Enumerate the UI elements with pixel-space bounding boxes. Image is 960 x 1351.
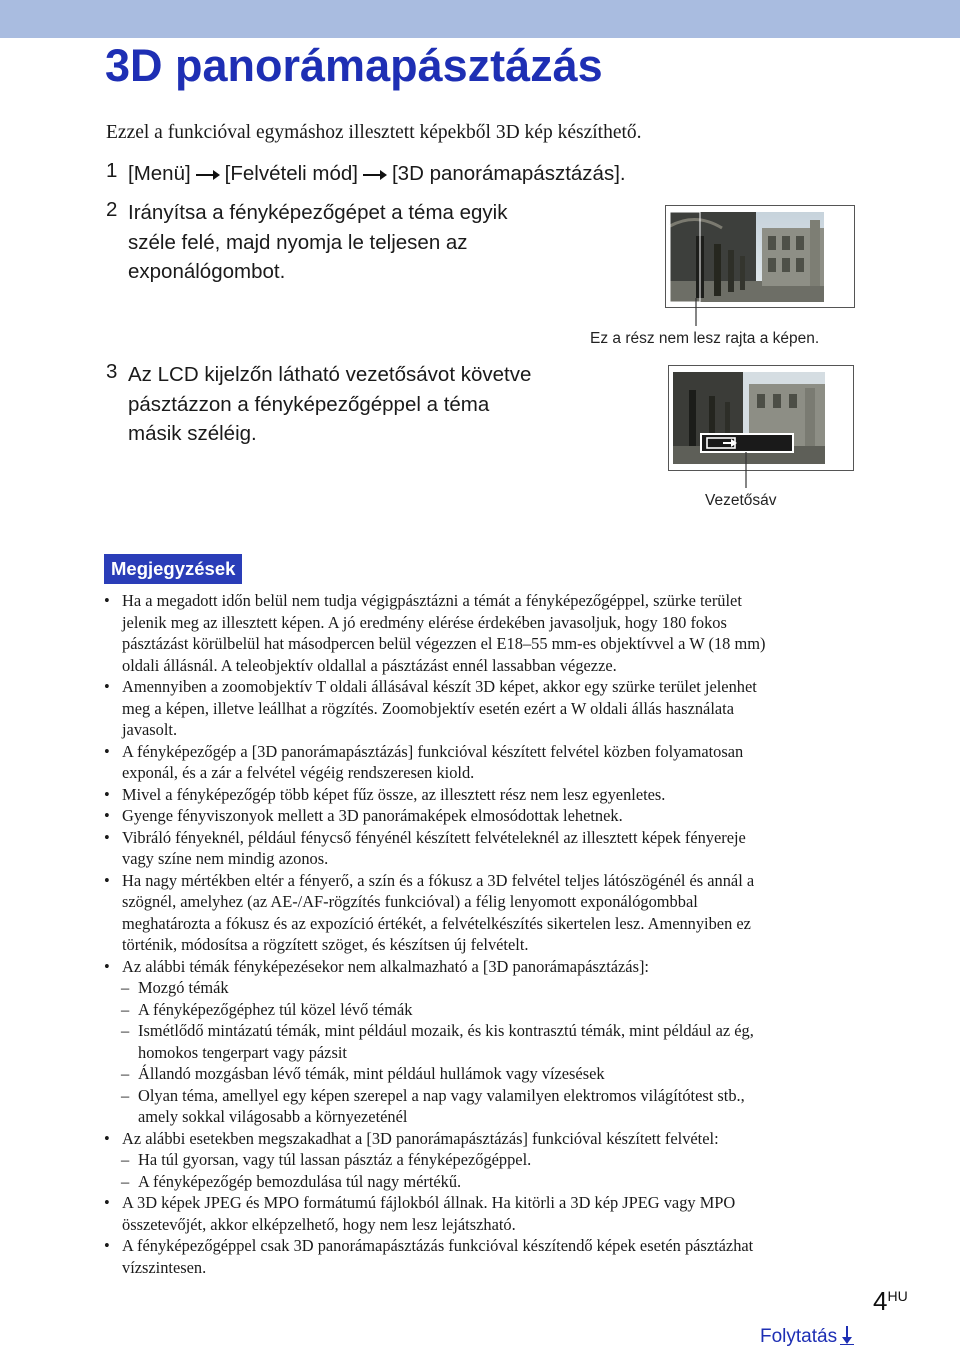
note-line: Ismétlődő mintázatú témák, mint például mozaik, és kis kontrasztú témák, mint például az ég, <box>138 1021 754 1040</box>
bullet-marker: • <box>104 827 110 847</box>
note-line: Állandó mozgásban lévő témák, mint például hullámok vagy vízesések <box>138 1064 605 1083</box>
step-2 <box>106 198 626 290</box>
note-line: javasolt. <box>122 720 178 739</box>
top-band <box>0 0 960 38</box>
notes-list <box>104 590 864 1278</box>
note-line: A fényképezőgép a [3D panorámapásztázás] funkcióval készített felvétel közben folyamatosan <box>122 741 744 761</box>
note-line: összetevőjét, akkor elképzelhető, hogy nem lesz lejátszható. <box>122 1214 516 1234</box>
note-item <box>104 590 864 676</box>
bullet-marker: • <box>104 1193 110 1212</box>
language-code: HU <box>887 1288 908 1304</box>
bullet-marker: • <box>104 677 110 696</box>
note-sub-item <box>104 1063 864 1085</box>
note-line: szögnél, amelyhez (az AE-/AF-rögzítés funkcióval) a félig lenyomott exponálógombbal <box>122 892 698 911</box>
step-3 <box>106 360 626 452</box>
note-line: Olyan téma, amellyel egy képen szerepel a nap vagy valamilyen elektromos világítótest stb., <box>138 1085 745 1105</box>
note-line: Az alábbi esetekben megszakadhat a [3D panorámapásztázás] funkcióval készített felvétel: <box>122 1128 719 1148</box>
note-line: exponál, és a zár a felvétel végéig rendszeresen kiold. <box>122 763 475 782</box>
continue-label: Folytatás <box>760 1326 838 1347</box>
step-line: pásztázzon a fényképezőgéppel a téma <box>128 392 490 416</box>
step-number: 2 <box>106 198 118 221</box>
note-line: amely sokkal világosabb a környezeténél <box>138 1107 408 1126</box>
note-sub-item <box>104 1085 864 1128</box>
framing-photo <box>666 206 854 307</box>
note-sub-item <box>104 999 864 1021</box>
note-sub-item <box>104 1149 864 1171</box>
menu-path-mode: [Felvételi mód] <box>224 162 358 185</box>
page-title: 3D panorámapásztázás <box>105 40 603 91</box>
framing-illustration <box>665 205 855 308</box>
note-line: pásztázást körülbelül hat másodpercen belül végezzen el E18–55 mm-es objektívvel a W (18 mm) <box>122 634 766 653</box>
menu-path-menu: [Menü] <box>128 162 191 185</box>
note-line: vízszintesen. <box>122 1257 207 1277</box>
note-item <box>104 827 864 870</box>
guide-bar-illustration <box>668 365 854 471</box>
bullet-marker: • <box>104 1128 110 1148</box>
note-line: A 3D képek JPEG és MPO formátumú fájlokból állnak. Ha kitörli a 3D kép JPEG vagy MPO <box>122 1193 736 1212</box>
note-line: Az alábbi témák fényképezésekor nem alkalmazható a [3D panorámapásztázás]: <box>122 956 649 976</box>
note-sub-item <box>104 1171 864 1193</box>
note-item <box>104 1192 864 1235</box>
dash-marker: – <box>121 1150 130 1169</box>
step-line: Az LCD kijelzőn látható vezetősávot követve <box>128 363 532 386</box>
step-number: 1 <box>106 159 118 182</box>
note-line: A fényképezőgéppel csak 3D panorámapásztázás funkcióval készítendő képek esetén pásztázhat <box>122 1236 754 1255</box>
continue-link[interactable] <box>760 1325 854 1348</box>
note-item <box>104 805 864 827</box>
note-sub-item <box>104 977 864 999</box>
note-line: A fényképezőgép bemozdulása túl nagy mértékű. <box>138 1171 462 1191</box>
panning-photo <box>669 366 853 470</box>
note-line: Ha túl gyorsan, vagy túl lassan pásztáz a fényképezőgéppel. <box>138 1150 532 1169</box>
step-line: széle felé, majd nyomja le teljesen az <box>128 230 468 254</box>
note-item <box>104 741 864 784</box>
note-line: vagy színe nem mindig azonos. <box>122 849 329 868</box>
note-line: oldali állásnál. A teleobjektív oldallal a pásztázást ennél lassabban végezze. <box>122 655 617 675</box>
note-line: történik, módosítsa a rögzített szöget, és készítsen új felvételt. <box>122 935 529 954</box>
note-line: Ha a megadott időn belül nem tudja végigpásztázni a témát a fényképezőgéppel, szürke terület <box>122 591 742 610</box>
arrow-right-icon <box>195 168 221 182</box>
note-line: A fényképezőgéphez túl közel lévő témák <box>138 999 413 1019</box>
step-line: másik széléig. <box>128 422 257 445</box>
note-sub-item <box>104 1020 864 1063</box>
note-line: Vibráló fényeknél, például fénycső fényénél készített felvételeknél az illesztett képek fényereje <box>122 827 746 847</box>
bullet-marker: • <box>104 806 110 825</box>
step-1 <box>106 159 706 187</box>
intro-text: Ezzel a funkcióval egymáshoz illesztett képekből 3D kép készíthető. <box>106 122 642 143</box>
arrow-down-icon <box>840 1325 854 1345</box>
dash-marker: – <box>121 1021 130 1040</box>
bullet-marker: • <box>104 870 110 890</box>
bullet-marker: • <box>104 741 110 761</box>
dash-marker: – <box>121 1171 130 1191</box>
note-item <box>104 1128 864 1150</box>
dash-marker: – <box>121 978 130 997</box>
bullet-marker: • <box>104 1236 110 1255</box>
note-item <box>104 1235 864 1278</box>
note-line: homokos tengerpart vagy pázsit <box>138 1042 347 1062</box>
figure-caption: Vezetősáv <box>705 492 777 509</box>
dash-marker: – <box>121 1064 130 1083</box>
callout-line <box>744 452 748 488</box>
note-item <box>104 676 864 741</box>
menu-path-panorama: [3D panorámapásztázás]. <box>391 162 626 185</box>
page-number-value: 4 <box>873 1286 888 1316</box>
dash-marker: – <box>121 1085 130 1105</box>
callout-line <box>694 298 698 326</box>
dash-marker: – <box>121 999 130 1019</box>
note-line: Amennyiben a zoomobjektív T oldali állásával készít 3D képet, akkor egy szürke terület jelenhet <box>122 677 757 696</box>
note-line: meghatározta a fókusz és az expozíció értékét, a felvételkészítés sikertelen lesz. Amennyiben ez <box>122 913 751 933</box>
note-item <box>104 784 864 806</box>
notes-header: Megjegyzések <box>104 554 242 584</box>
note-item <box>104 956 864 978</box>
page-number <box>873 1286 908 1317</box>
arrow-right-icon <box>362 168 388 182</box>
bullet-marker: • <box>104 784 110 804</box>
step-line: Irányítsa a fényképezőgépet a téma egyik <box>128 201 508 224</box>
note-line: Ha nagy mértékben eltér a fényerő, a szín és a fókusz a 3D felvétel teljes látószögénél és annál a <box>122 870 755 890</box>
bullet-marker: • <box>104 591 110 610</box>
note-line: Mivel a fényképezőgép több képet fűz össze, az illesztett rész nem lesz egyenletes. <box>122 784 666 804</box>
step-number: 3 <box>106 360 118 383</box>
note-line: jelenik meg az illesztett képen. A jó eredmény elérése érdekében javasoljuk, hogy 180 fokos <box>122 612 727 632</box>
note-line: Mozgó témák <box>138 978 229 997</box>
note-line: Gyenge fényviszonyok mellett a 3D panorámaképek elmosódottak lehetnek. <box>122 806 623 825</box>
note-line: meg a képen, illetve leállhat a rögzítés. Zoomobjektív esetén ezért a W oldali állás használata <box>122 698 734 718</box>
note-item <box>104 870 864 956</box>
bullet-marker: • <box>104 956 110 976</box>
step-line: exponálógombot. <box>128 260 286 283</box>
figure-caption: Ez a rész nem lesz rajta a képen. <box>590 330 820 347</box>
